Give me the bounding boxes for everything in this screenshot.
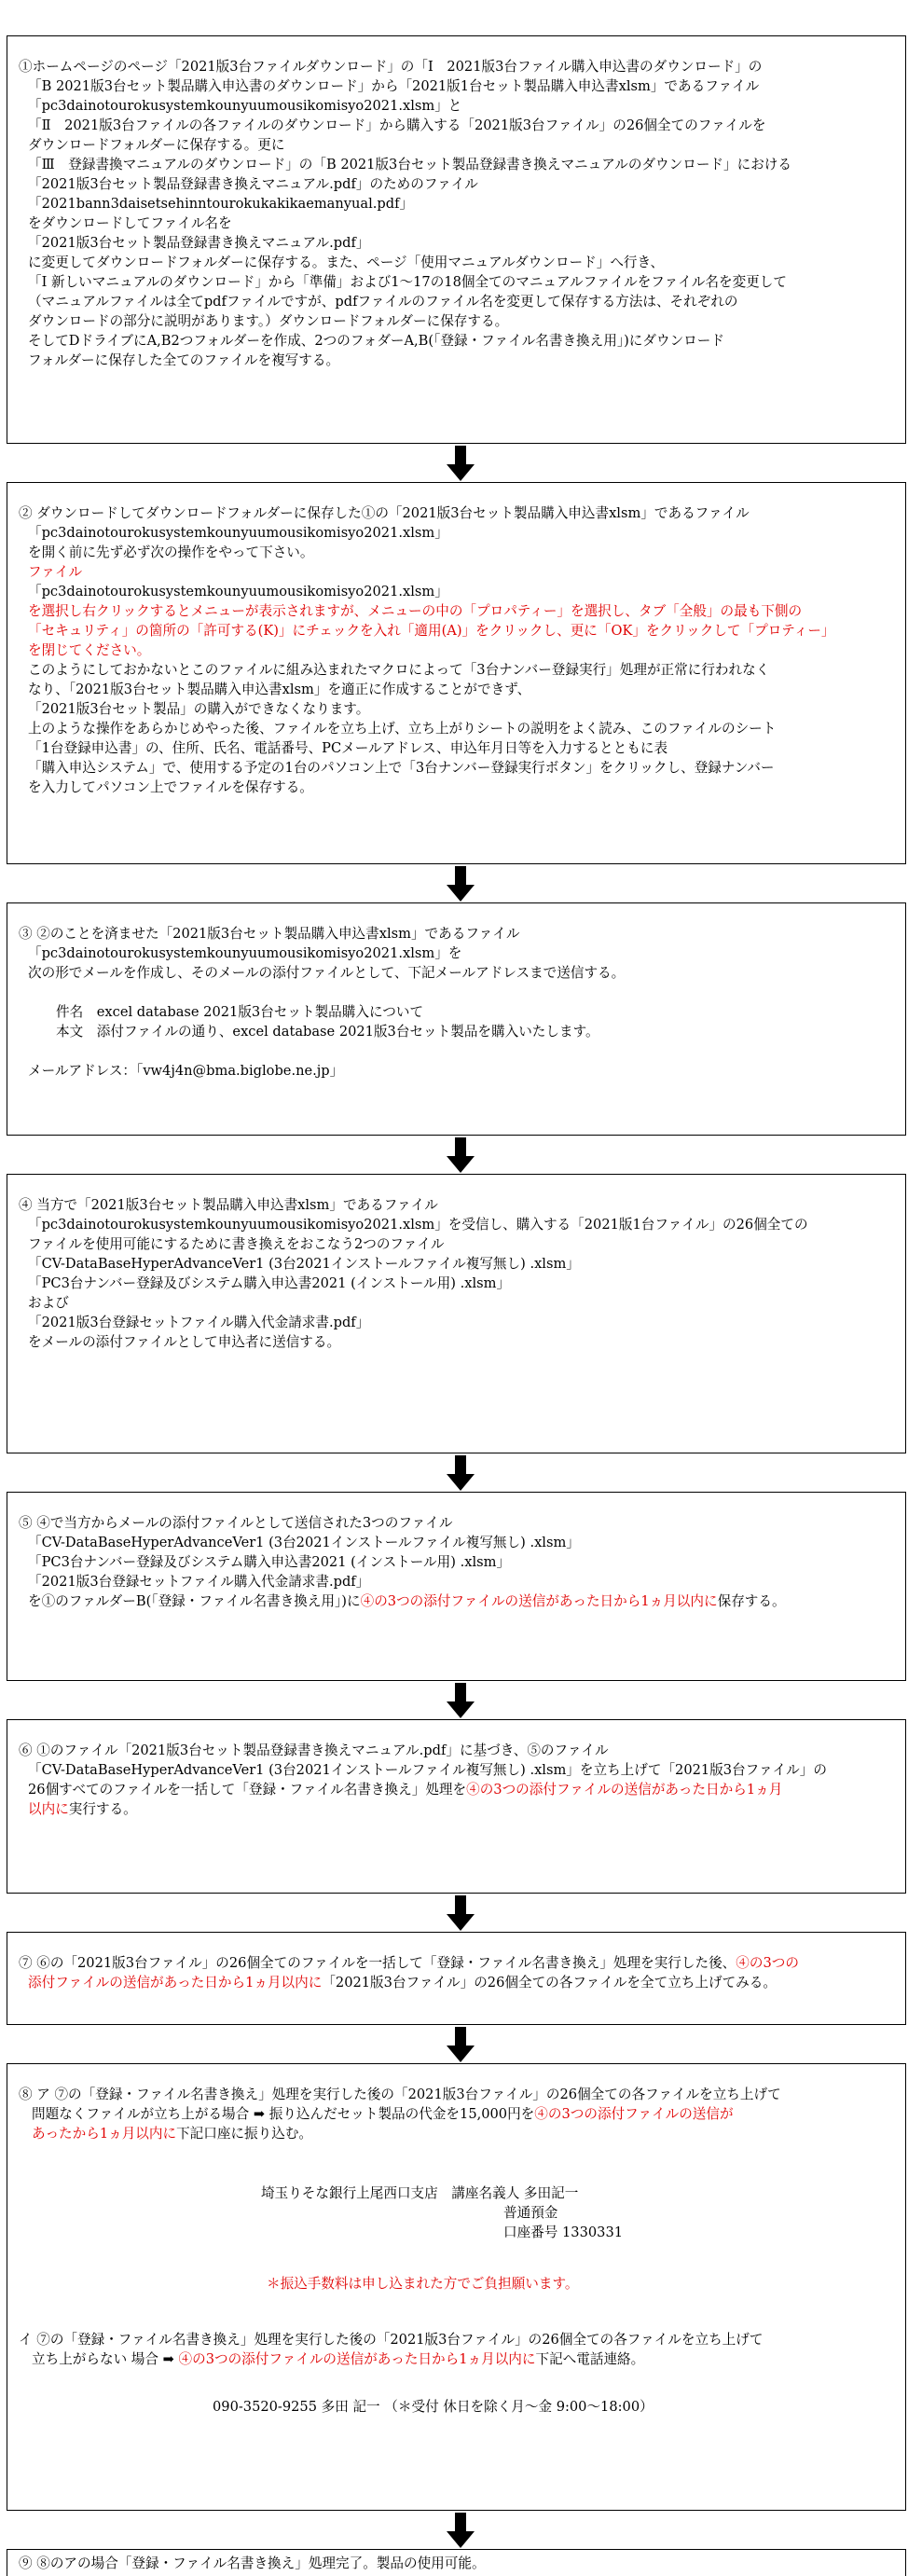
s1lines-line: 「Ⅲ 登録書換マニュアルのダウンロード」の「B 2021版3台セット製品登録書き換えマニュアルのダウンロード」における [28,157,791,172]
step-5-line: ⑤ ④で当方からメールの添付ファイルとして送信された3つのファイル [19,1515,453,1531]
s4lines-line: および [28,1295,69,1311]
down-arrow-icon [447,1895,475,1931]
deadline-text: ④の3つの添付ファイルの送信があった日から1ヵ月 [466,1782,783,1798]
step-8b-text: 下記へ電話連絡。 [535,2351,645,2367]
step-6-text: 実行する。 [68,1801,137,1817]
deadline-text: 添付ファイルの送信があった日から1ヵ月以内に [28,1975,323,1991]
step-7-box [7,1932,906,2025]
step-6-line [28,1780,782,1799]
s1lines-line: ①ホームページのページ「2021版3台ファイルダウンロード」の「Ⅰ 2021版3台ファイル購入申込書のダウンロード」の [19,59,763,75]
step-8a-line [32,2104,734,2124]
step-2-line: 「購入申込システム」で、使用する予定の1台のパソコン上で「3台ナンバー登録実行ボタン」をクリックし、登録ナンバー [28,760,775,776]
step-5-text: を①のファルダーB(「登録・ファイル名書き換え用」)に [28,1593,361,1609]
warning-text: ファイル [28,564,83,580]
step-2-line: を開く前に先ず必ず次の操作をやって下さい。 [28,544,314,560]
step-8a-line [32,2124,312,2143]
s4lines-line: をメールの添付ファイルとして申込者に送信する。 [28,1334,341,1350]
step-6-box [7,1719,906,1894]
step-5-text: 保存する。 [717,1593,786,1609]
deadline-text: ④の3つの添付ファイルの送信があった日から1ヵ月以内に [178,2351,536,2367]
filename-text: 「PC3台ナンバー登録及びシステム購入申込書2021 (インストール用) .xlsm」 [28,1554,511,1570]
step-8-box [7,2063,906,2511]
step-2-line: なり、「2021版3台セット製品購入申込書xlsm」を適正に作成することができず、 [28,682,531,697]
account-number: 口座番号 1330331 [503,2225,624,2240]
warning-text: を閉じてください。 [28,642,151,658]
step-7-line [28,1973,777,1992]
step-6-text: 26個すべてのファイルを一括して「登録・ファイル名書き換え」処理を [28,1782,467,1798]
email-address: メールアドレス：「vw4j4n@bma.biglobe.ne.jp」 [28,1063,344,1079]
s1lines-line: 「Ⅰ 新しいマニュアルのダウンロード」から「準備」および1～17の18個全てのマニュアルファイルをファイル名を変更して [28,274,787,290]
warning-text: 「セキュリティ」の箇所の「許可する(K)」にチェックを入れ「適用(A)」をクリックし、更に「OK」をクリックして「プロティー」 [28,623,835,639]
down-arrow-icon [447,2027,475,2062]
filename-text: 「2021版3台登録セットファイル購入代金請求書.pdf」 [28,1574,370,1590]
account-type: 普通預金 [503,2205,558,2221]
deadline-text: 以内に [28,1801,69,1817]
step-3-line: ③ ②のことを済ませた「2021版3台セット製品購入申込書xlsm」であるファイル [19,926,520,942]
fee-notice: ＊振込手数料は申し込まれた方でご負担願います。 [267,2276,579,2292]
s1lines-line: ダウンロードの部分に説明があります。）ダウンロードフォルダーに保存する。 [28,313,509,329]
step-8a-text: 問題なくファイルが立ち上がる場合 ➡ 振り込んだセット製品の代金を15,000円を [32,2106,535,2122]
warning-text: を選択し右クリックするとメニューが表示されますが、メニューの中の「プロパティー」を選択し、タブ「全般」の最も下側の [28,603,803,619]
s1lines-line: 「Ⅱ 2021版3台ファイルの各ファイルのダウンロード」から購入する「2021版3台ファイル」の26個全てのファイルを [28,117,766,133]
step-8b-text: 立ち上がらない 場合 ➡ [32,2351,179,2367]
s1lines-line: 「2021bann3daisetsehinntourokukakikaemanyual.pdf」 [28,196,414,212]
s4lines-line: ④ 当方で「2021版3台セット製品購入申込書xlsm」であるファイル [19,1197,438,1213]
step-8b-line [32,2349,644,2369]
down-arrow-icon [447,1137,475,1173]
s1lines-line: 「2021版3台セット製品登録書き換えマニュアル.pdf」のためのファイル [28,176,478,192]
step-2-line: 上のような操作をあらかじめやった後、ファイルを立ち上げ、立ち上がりシートの説明をよく読み、このファイルのシート [28,721,777,737]
s1lines-line: 「2021版3台セット製品登録書き換えマニュアル.pdf」 [28,235,370,251]
step-2-line: このようにしておかないとこのファイルに組み込まれたマクロによって「3台ナンバー登録実行」処理が正常に行われなく [28,662,770,678]
phone-contact: 090-3520-9255 多田 記一 （＊受付 休日を除く月～金 9:00～18:00） [213,2399,654,2415]
down-arrow-icon [447,2513,475,2548]
step-2-box [7,482,906,864]
step-2-line: 「1台登録申込書」の、住所、氏名、電話番号、PCメールアドレス、申込年月日等を入力するとともに表 [28,740,668,756]
step-7-text: ⑦ ⑥の「2021版3台ファイル」の26個全てのファイルを一括して「登録・ファイル名書き換え」処理を実行した後、 [19,1955,736,1971]
step-5-box [7,1492,906,1681]
filename-text: 「pc3dainotourokusystemkounyuumousikomisyo2021.xlsm」 [28,584,448,599]
s4lines-line: 「CV-DataBaseHyperAdvanceVer1 (3台2021インストールファイル複写無し) .xlsm」 [28,1256,580,1272]
step-3-line: 次の形でメールを作成し、そのメールの添付ファイルとして、下記メールアドレスまで送信する。 [28,965,626,981]
email-body: 本文 添付ファイルの通り、excel database 2021版3台セット製品を購入いたします。 [56,1024,599,1040]
down-arrow-icon [447,1455,475,1491]
step-2-line: 「2021版3台セット製品」の購入ができなくなります。 [28,701,370,717]
s4lines-line: ファイルを使用可能にするために書き換えをおこなう2つのファイル [28,1236,445,1252]
step-8b-line: イ ⑦の「登録・ファイル名書き換え」処理を実行した後の「2021版3台ファイル」の26個全ての各ファイルを立ち上げて [19,2332,764,2348]
bank-name: 埼玉りそな銀行上尾西口支店 講座名義人 多田記一 [261,2185,579,2201]
step-5-line [28,1591,786,1611]
down-arrow-icon [447,446,475,481]
s1lines-line: フォルダーに保存した全てのファイルを複写する。 [28,352,340,368]
down-arrow-icon [447,866,475,902]
deadline-text: あったから1ヵ月以内に [32,2126,177,2142]
step-6-line: ⑥ ①のファイル「2021版3台セット製品登録書き換えマニュアル.pdf」に基づき、⑤のファイル [19,1743,609,1758]
s4lines-line: 「pc3dainotourokusystemkounyuumousikomisyo2021.xlsm」を受信し、購入する「2021版1台ファイル」の26個全ての [28,1217,808,1233]
step-8a-text: 下記口座に振り込む。 [176,2126,313,2142]
step-3-box [7,902,906,1136]
filename-text: 「pc3dainotourokusystemkounyuumousikomisyo2021.xlsm」 [28,525,448,541]
down-arrow-icon [447,1683,475,1718]
s1lines-line: 「pc3dainotourokusystemkounyuumousikomisyo2021.xlsm」と [28,98,462,114]
deadline-text: ④の3つの添付ファイルの送信があった日から1ヵ月以内に [360,1593,718,1609]
step-1-box [7,35,906,444]
s1lines-line: ダウンロードフォルダーに保存する。更に [28,137,285,153]
email-subject: 件名 excel database 2021版3台セット製品購入について [56,1004,424,1020]
s1lines-line: そしてDドライブにA,B2つフォルダーを作成、2つのフォダーA,B(「登録・ファイル名書き換え用」)にダウンロード [28,333,724,349]
filename-text: 「CV-DataBaseHyperAdvanceVer1 (3台2021インストールファイル複写無し) .xlsm」 [28,1535,580,1550]
s1lines-line: 「B 2021版3台セット製品購入申込書のダウンロード」から「2021版1台セット製品購入申込書xlsm」であるファイル [28,78,760,94]
step-2-line: ② ダウンロードしてダウンロードフォルダーに保存した①の「2021版3台セット製品購入申込書xlsm」であるファイル [19,505,750,521]
step-8a-line: ⑧ ア ⑦の「登録・ファイル名書き換え」処理を実行した後の「2021版3台ファイル」の26個全ての各ファイルを立ち上げて [19,2087,781,2102]
s4lines-line: 「2021版3台登録セットファイル購入代金請求書.pdf」 [28,1315,370,1330]
step-7-line [19,1953,799,1973]
s1lines-line: （マニュアルファイルは全てpdfファイルですが、pdfファイルのファイル名を変更して保存する方法は、それぞれの [28,294,738,310]
step-9-box [7,2549,906,2576]
filename-text: 「pc3dainotourokusystemkounyuumousikomisyo2021.xlsm」を [28,945,462,961]
deadline-text: ④の3つの [736,1955,799,1971]
step-2-line: を入力してパソコン上でファイルを保存する。 [28,779,313,795]
deadline-text: ④の3つの添付ファイルの送信が [534,2106,734,2122]
step-7-text: 「2021版3台ファイル」の26個全ての各ファイルを全て立ち上げてみる。 [322,1975,777,1991]
s4lines-line: 「PC3台ナンバー登録及びシステム購入申込書2021 (インストール用) .xlsm」 [28,1275,511,1291]
step-4-box [7,1174,906,1453]
s1lines-line: に変更してダウンロードフォルダーに保存する。また、ページ「使用マニュアルダウンロード」へ行き、 [28,255,665,270]
step-6-line: 「CV-DataBaseHyperAdvanceVer1 (3台2021インストールファイル複写無し) .xlsm」を立ち上げて「2021版3台ファイル」の [28,1762,827,1778]
step-9-line: ⑨ ⑧のアの場合「登録・ファイル名書き換え」処理完了。製品の使用可能。 [19,2555,486,2571]
step-6-line [28,1799,137,1819]
s1lines-line: をダウンロードしてファイル名を [28,215,232,231]
